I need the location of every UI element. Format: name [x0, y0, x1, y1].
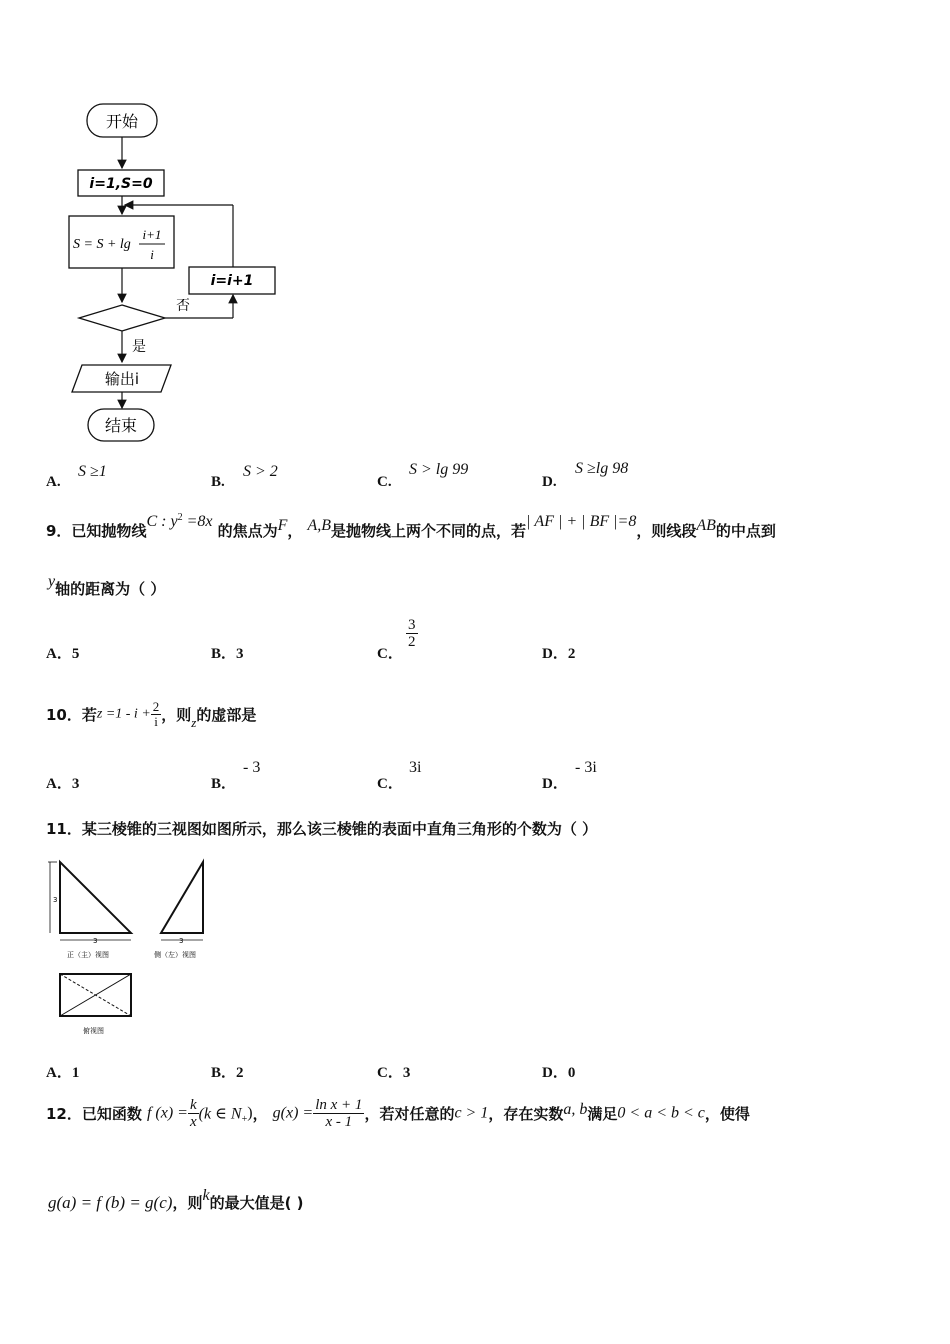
front-view-label: 正（主）视图 — [67, 951, 109, 959]
front-view-height: 3 — [53, 896, 58, 904]
q9-option-c-fraction: $\frac{3}{2}$ — [408, 617, 416, 650]
output-label: 输出i — [104, 370, 140, 388]
q8-option-a-expr: S ≥1 — [78, 463, 107, 480]
start-label: 开始 — [105, 112, 139, 131]
no-label: 否 — [176, 298, 190, 314]
q11-option-a: A．1 — [46, 1065, 80, 1081]
yes-label: 是 — [132, 339, 146, 355]
q9-option-c: C． — [377, 646, 403, 662]
q8-option-c-letter: C. — [377, 474, 392, 490]
q11-option-d: D．0 — [542, 1065, 576, 1081]
q11-option-b: B．2 — [211, 1065, 244, 1081]
process-num: i+1 — [142, 227, 162, 242]
side-view-width: 3 — [179, 937, 184, 945]
end-label: 结束 — [104, 416, 138, 435]
top-view — [60, 974, 131, 1035]
q8-option-c-expr: S > lg 99 — [409, 461, 469, 478]
q8-option-d-expr: S ≥lg 98 — [575, 460, 629, 477]
q8-option-a-letter: A. — [46, 474, 61, 490]
q11-option-c: C．3 — [377, 1065, 411, 1081]
q9-option-d: D．2 — [542, 646, 576, 662]
front-view-width: 3 — [93, 937, 98, 945]
q10-option-b-letter: B． — [211, 776, 237, 792]
question-10: 10．若z =1 - i + $\frac{2}{i}$ ，则$_z$的虚部是 — [46, 699, 257, 730]
condition-diamond — [79, 305, 165, 331]
q10-option-d-expr: - 3i — [575, 759, 597, 776]
q8-option-b-expr: S > 2 — [243, 463, 278, 480]
q10-option-d-letter: D． — [542, 776, 568, 792]
question-11: 11．某三棱锥的三视图如图所示，那么该三棱锥的表面中直角三角形的个数为（ ） — [46, 820, 598, 838]
q8-option-d-letter: D. — [542, 474, 557, 490]
increment-label: i=i+1 — [210, 273, 254, 289]
q10-option-b-expr: - 3 — [243, 759, 261, 776]
q10-option-c-letter: C． — [377, 776, 403, 792]
three-views-figure — [45, 858, 215, 1038]
q9-option-b: B．3 — [211, 646, 244, 662]
question-12-line1: 12．已知函数 f (x) = $\frac{k}{x}$ (k ∈ $N_+$)， g(x) = $\frac{\text{ln x + 1}}{x - 1}$ ，若对任意的c > 1，存在实数a, b满足0 < a < b < c，使得 — [46, 1097, 750, 1130]
process-den: i — [150, 247, 154, 262]
init-label: i=1,S=0 — [89, 176, 153, 192]
q8-option-b-letter: B. — [211, 474, 225, 490]
front-view — [48, 862, 131, 959]
top-view-label: 俯视图 — [83, 1027, 104, 1035]
side-view — [154, 862, 203, 959]
q10-option-a: A．3 — [46, 776, 80, 792]
flowchart — [60, 95, 300, 450]
question-9-line2: y轴的距离为（ ） — [48, 573, 166, 598]
question-12-line2: g(a) = f (b) = g(c)，则k的最大值是( ) — [48, 1187, 304, 1212]
question-9-line1: 9．已知抛物线C : $y^2 =8x$ 的焦点为F， A,B是抛物线上两个不同的点，若| AF | + | BF |=8，则线段AB的中点到 — [46, 511, 776, 540]
q10-option-c-expr: 3i — [409, 759, 422, 776]
process-prefix: S = S + lg — [73, 237, 131, 252]
q9-option-a: A．5 — [46, 646, 80, 662]
side-view-label: 侧（左）视图 — [154, 951, 196, 959]
